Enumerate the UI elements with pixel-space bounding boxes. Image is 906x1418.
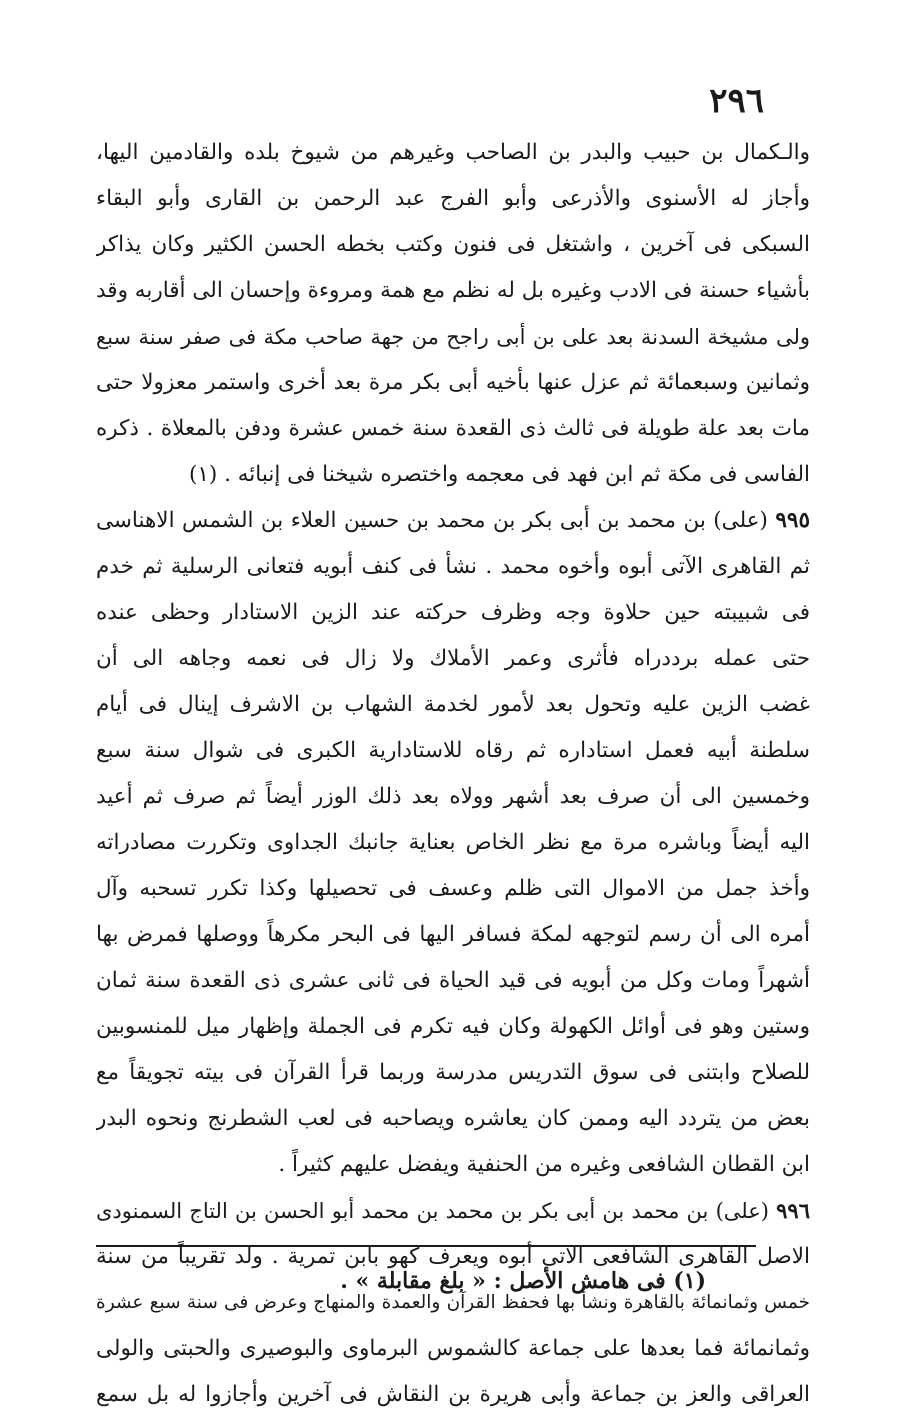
text-line: الفاسى فى مكة ثم ابن فهد فى معجمه واختصره شيخنا فى إنبائه . (١) [188, 462, 810, 487]
text-line: (على) بن محمد بن أبى بكر بن محمد بن حسين العلاء بن الشمس الاهناسى [96, 508, 768, 533]
text-line: أمره الى أن رسم لتوجهه لمكة فسافر اليها فى البحر مكرهاً ووصلها فمرض بها [96, 922, 810, 947]
entry-995-first-line [96, 498, 810, 544]
text-line: (على) بن محمد بن أبى بكر بن محمد بن محمد أبو الحسن بن التاج السمنودى [96, 1199, 769, 1223]
text-line: السبكى فى آخرين ، واشتغل فى فنون وكتب بخطه الحسن الكثير وكان يذاكر [96, 232, 810, 257]
text-line: وخمسين الى أن صرف بعد أشهر وولاه بعد ذلك الوزر أيضاً ثم صرف ثم أعيد [96, 784, 810, 809]
text-line: اليه أيضاً وباشره مرة مع نظر الخاص بعناية جانبك الجداوى وتكررت مصادراته [96, 830, 810, 855]
footnote: (١) فى هامش الأصل : « بلغ مقابلة » . [340, 1268, 706, 1294]
text-line: العراقى والعز بن جماعة وأبى هريرة بن النقاش فى آخرين وأجازوا له بل سمع [96, 1382, 810, 1407]
text-line: غضب الزين عليه وتحول بعد لأمور لخدمة الشهاب بن الاشرف إينال فى أيام [96, 692, 810, 717]
entry-number: ٩٩٥ [775, 508, 810, 533]
text-line: والـكمال بن حبيب والبدر بن الصاحب وغيرهم من شيوخ بلده والقادمين اليها، [96, 140, 810, 165]
main-text [96, 130, 810, 1418]
text-line: بأشياء حسنة فى الادب وغيره بل له نظم مع همة ومروءة وإحسان الى أقاربه وقد [96, 278, 810, 303]
page-number: ٢٩٦ [709, 81, 764, 121]
text-line: ولى مشيخة السدنة بعد على بن أبى راجح من جهة صاحب مكة فى صفر سنة سبع [96, 325, 810, 349]
text-line: فى شبيبته حين حلاوة وجه وظرف حركته عند الزين الاستادار وحظى عنده [96, 600, 810, 625]
text-line: حتى عمله برددراه فأثرى وعمر الأملاك ولا زال فى نعمه وجاهه الى أن [96, 646, 810, 671]
text-line: للصلاح وابتنى فى سوق التدريس مدرسة وربما قرأ القرآن فى بيته تجويقاً مع [96, 1060, 810, 1085]
entry-number: ٩٩٦ [776, 1198, 810, 1223]
text-line: سلطنة أبيه فعمل استاداره ثم رقاه للاستادارية الكبرى فى شوال سنة سبع [96, 738, 810, 763]
text-line: وستين وهو فى أوائل الكهولة وكان فيه تكرم فى الجملة وإظهار ميل للمنسوبين [96, 1014, 810, 1039]
text-line: خمس وثمانمائة بالقاهرة ونشأ بها فحفظ القرآن والعمدة والمنهاج وعرض فى سنة سبع عشرة [96, 1292, 810, 1313]
text-line: وثمانين وسبعمائة ثم عزل عنها بأخيه أبى بكر مرة بعد أخرى واستمر معزولا حتى [96, 370, 810, 395]
text-line: ثم القاهرى الآتى أبوه وأخوه محمد . نشأ فى كنف أبويه فتعانى الرسلية ثم خدم [96, 554, 810, 579]
text-line: ابن القطان الشافعى وغيره من الحنفية ويفضل عليهم كثيراً . [278, 1152, 810, 1177]
text-line: بعض من يتردد اليه وممن كان يعاشره ويصاحبه فى لعب الشطرنج ونحوه البدر [96, 1106, 810, 1131]
footnote-divider [96, 1245, 756, 1247]
text-line: مات بعد علة طويلة فى ثالث ذى القعدة سنة خمس عشرة ودفن بالمعلاة . ذكره [96, 416, 810, 441]
text-line: أشهراً ومات وكل من أبويه فى قيد الحياة فى ثانى عشرى ذى القعدة سنة ثمان [96, 968, 810, 993]
text-line: الاصل القاهرى الشافعى الآتى أبوه ويعرف كهو بابن تمرية . ولد تقريباً من سنة [96, 1244, 810, 1269]
text-line: وأخذ جمل من الاموال التى ظلم وعسف فى تحصيلها وكذا تكرر تسحبه وآل [96, 876, 810, 901]
text-line: وثمانمائة فما بعدها على جماعة كالشموس البرماوى والبوصيرى والحبتى والولى [96, 1336, 810, 1361]
entry-996-first-line [96, 1188, 810, 1234]
text-line: وأجاز له الأسنوى والأذرعى وأبو الفرج عبد الرحمن بن القارى وأبو البقاء [96, 186, 810, 211]
